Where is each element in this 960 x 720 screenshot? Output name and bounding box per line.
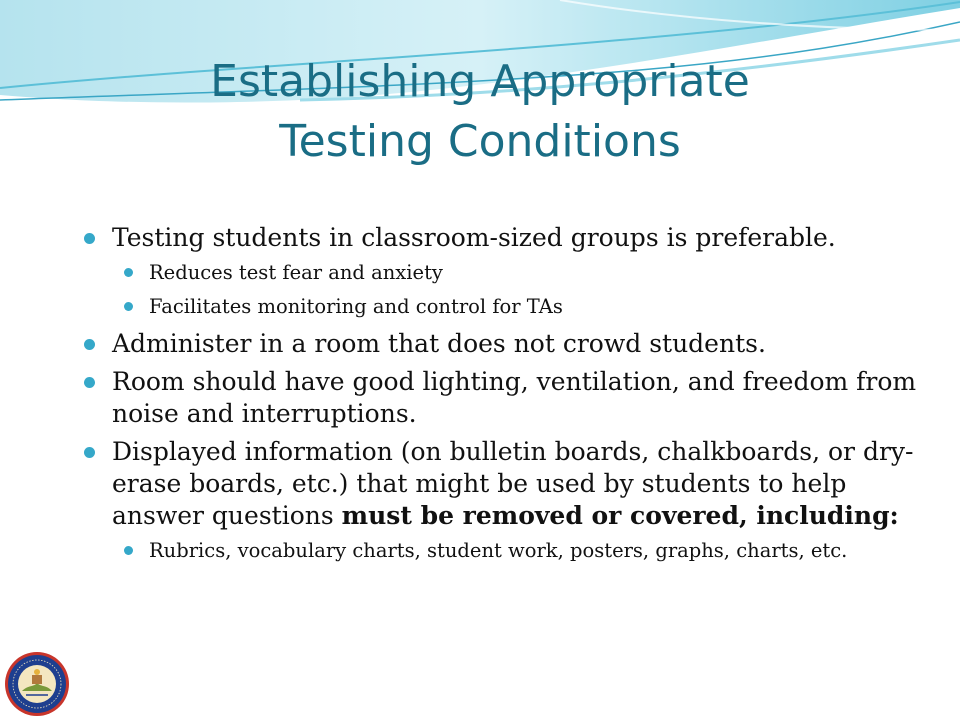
- slide-title-line-1: Establishing Appropriate: [210, 56, 750, 107]
- sub-bullet-item: Rubrics, vocabulary charts, student work, posters, graphs, charts, etc.: [117, 538, 930, 563]
- slide-title: [80, 52, 880, 172]
- sub-bullet-item: Facilitates monitoring and control for TAs: [117, 294, 930, 319]
- slide-body: [80, 222, 930, 572]
- bullet-item: Administer in a room that does not crowd students.: [80, 328, 930, 360]
- bullet-item: [80, 436, 930, 532]
- bullet-item: Testing students in classroom-sized groups is preferable.: [80, 222, 930, 254]
- department-of-education-seal-icon: [4, 651, 70, 717]
- bullet-text: Displayed information (on bulletin boards, chalkboards, or dry-erase boards, etc.) that might be used by students to help answer questions: [112, 437, 914, 530]
- sub-bullet-item: Reduces test fear and anxiety: [117, 260, 930, 285]
- bullet-bold-text: must be removed or covered, including:: [341, 501, 899, 530]
- slide-title-line-2: Testing Conditions: [279, 116, 681, 167]
- bullet-item: Room should have good lighting, ventilation, and freedom from noise and interruptions.: [80, 366, 930, 430]
